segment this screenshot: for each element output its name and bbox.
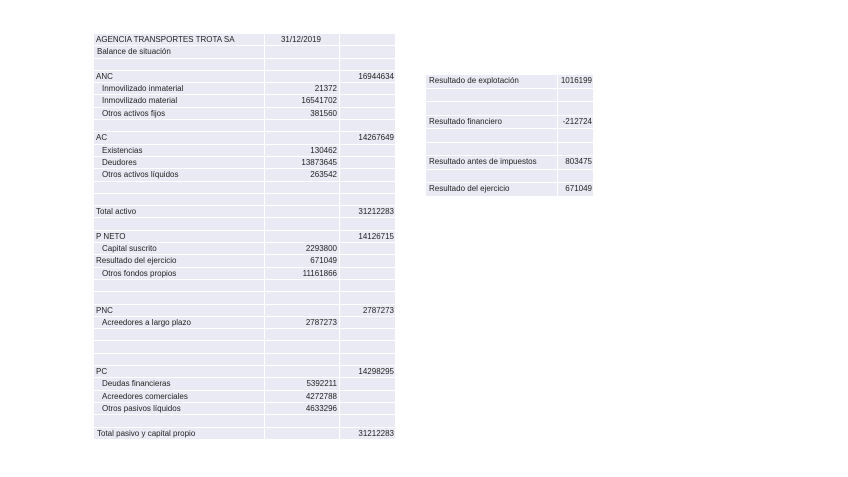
row-label	[94, 329, 265, 341]
row-total-value	[340, 243, 395, 255]
row-detail-value	[265, 305, 340, 317]
row-label: Otros fondos propios	[94, 268, 265, 280]
balance-row	[94, 108, 395, 120]
row-total-value	[340, 194, 395, 206]
row-label: Otros pasivos líquidos	[94, 403, 265, 415]
row-detail-value	[265, 206, 340, 218]
results-label	[426, 170, 558, 184]
row-total-value	[340, 157, 395, 169]
row-total-value	[340, 280, 395, 292]
row-label	[94, 292, 265, 304]
balance-subtitle: Balance de situación	[94, 46, 265, 58]
row-label: AC	[94, 132, 265, 144]
row-total-value	[340, 218, 395, 230]
results-label	[426, 143, 558, 157]
row-detail-value	[265, 428, 340, 440]
balance-row	[94, 329, 395, 341]
balance-row	[94, 218, 395, 230]
results-value	[558, 170, 593, 184]
balance-row	[94, 268, 395, 280]
row-label: PNC	[94, 305, 265, 317]
results-row	[426, 102, 593, 116]
row-detail-value	[265, 329, 340, 341]
balance-row	[94, 231, 395, 243]
row-total-value: 14267649	[340, 132, 395, 144]
results-value	[558, 89, 593, 103]
row-label	[94, 218, 265, 230]
header-empty-cell	[340, 34, 395, 46]
row-label	[94, 341, 265, 353]
balance-row	[94, 415, 395, 427]
row-detail-value	[265, 231, 340, 243]
row-detail-value: 263542	[265, 169, 340, 181]
row-total-value: 14126715	[340, 231, 395, 243]
results-row	[426, 143, 593, 157]
balance-row	[94, 95, 395, 107]
balance-row	[94, 378, 395, 390]
results-value: 803475	[558, 156, 593, 170]
row-label: Inmovilizado material	[94, 95, 265, 107]
row-detail-value	[265, 71, 340, 83]
row-detail-value	[265, 194, 340, 206]
balance-row	[94, 132, 395, 144]
company-name: AGENCIA TRANSPORTES TROTA SA	[94, 34, 265, 46]
row-label: ANC	[94, 71, 265, 83]
row-total-value	[340, 341, 395, 353]
balance-sheet-body	[94, 34, 395, 440]
row-total-value	[340, 292, 395, 304]
row-detail-value: 2787273	[265, 317, 340, 329]
row-total-value	[340, 169, 395, 181]
row-label: Existencias	[94, 145, 265, 157]
row-total-value	[340, 95, 395, 107]
row-total-value: 14298295	[340, 366, 395, 378]
row-total-value	[340, 354, 395, 366]
results-value	[558, 129, 593, 143]
row-label	[94, 120, 265, 132]
balance-row	[94, 305, 395, 317]
results-value: 1016199	[558, 75, 593, 89]
row-label	[94, 354, 265, 366]
balance-row	[94, 145, 395, 157]
row-total-value	[340, 120, 395, 132]
row-total-value: 31212283	[340, 428, 395, 440]
row-label: PC	[94, 366, 265, 378]
results-label: Resultado antes de impuestos	[426, 156, 558, 170]
balance-sheet-table	[94, 34, 395, 440]
results-value: 671049	[558, 183, 593, 197]
row-label: Resultado del ejercicio	[94, 255, 265, 267]
row-label	[94, 194, 265, 206]
balance-row	[94, 243, 395, 255]
balance-row	[94, 391, 395, 403]
row-detail-value: 5392211	[265, 378, 340, 390]
row-label: P NETO	[94, 231, 265, 243]
row-total-value	[340, 59, 395, 71]
balance-header-row	[94, 34, 395, 46]
balance-row	[94, 292, 395, 304]
row-label	[94, 280, 265, 292]
row-total-value	[340, 255, 395, 267]
results-label	[426, 102, 558, 116]
row-detail-value	[265, 341, 340, 353]
results-row	[426, 75, 593, 89]
balance-row	[94, 280, 395, 292]
results-row	[426, 129, 593, 143]
row-detail-value	[265, 120, 340, 132]
subtitle-empty-cell	[340, 46, 395, 58]
results-label	[426, 89, 558, 103]
balance-row	[94, 182, 395, 194]
row-detail-value	[265, 182, 340, 194]
results-row	[426, 156, 593, 170]
row-total-value	[340, 378, 395, 390]
row-detail-value	[265, 292, 340, 304]
row-detail-value: 11161866	[265, 268, 340, 280]
balance-row	[94, 169, 395, 181]
row-total-value	[340, 83, 395, 95]
row-detail-value	[265, 280, 340, 292]
results-row	[426, 183, 593, 197]
balance-row	[94, 366, 395, 378]
row-total-value	[340, 329, 395, 341]
balance-row	[94, 255, 395, 267]
balance-row	[94, 194, 395, 206]
results-label	[426, 129, 558, 143]
balance-row	[94, 71, 395, 83]
row-detail-value: 2293800	[265, 243, 340, 255]
row-label: Acreedores comerciales	[94, 391, 265, 403]
row-total-value: 31212283	[340, 206, 395, 218]
row-total-value	[340, 268, 395, 280]
results-table	[426, 75, 593, 197]
balance-row	[94, 59, 395, 71]
balance-row	[94, 317, 395, 329]
row-detail-value	[265, 366, 340, 378]
balance-row	[94, 206, 395, 218]
row-total-value	[340, 108, 395, 120]
row-detail-value	[265, 132, 340, 144]
row-label	[94, 415, 265, 427]
results-value	[558, 102, 593, 116]
row-label	[94, 182, 265, 194]
balance-row	[94, 354, 395, 366]
balance-date: 31/12/2019	[265, 34, 340, 46]
results-label: Resultado del ejercicio	[426, 183, 558, 197]
row-total-value	[340, 317, 395, 329]
row-label: Capital suscrito	[94, 243, 265, 255]
balance-subtitle-row	[94, 46, 395, 58]
row-total-value	[340, 391, 395, 403]
results-body	[426, 75, 593, 197]
results-row	[426, 89, 593, 103]
row-total-value	[340, 145, 395, 157]
results-label: Resultado de explotación	[426, 75, 558, 89]
row-detail-value	[265, 354, 340, 366]
row-detail-value: 130462	[265, 145, 340, 157]
row-detail-value: 4633296	[265, 403, 340, 415]
row-label: Deudas financieras	[94, 378, 265, 390]
balance-row	[94, 403, 395, 415]
results-value	[558, 143, 593, 157]
row-total-value: 16944634	[340, 71, 395, 83]
row-label: Inmovilizado inmaterial	[94, 83, 265, 95]
balance-row	[94, 341, 395, 353]
row-detail-value: 21372	[265, 83, 340, 95]
row-detail-value	[265, 415, 340, 427]
row-total-value: 2787273	[340, 305, 395, 317]
row-detail-value	[265, 59, 340, 71]
row-label: Deudores	[94, 157, 265, 169]
results-row	[426, 116, 593, 130]
row-detail-value: 13873645	[265, 157, 340, 169]
balance-row	[94, 120, 395, 132]
row-label: Total pasivo y capital propio	[94, 428, 265, 440]
row-detail-value: 671049	[265, 255, 340, 267]
results-label: Resultado financiero	[426, 116, 558, 130]
row-label	[94, 59, 265, 71]
row-label: Otros activos fijos	[94, 108, 265, 120]
row-label: Acreedores a largo plazo	[94, 317, 265, 329]
row-detail-value: 4272788	[265, 391, 340, 403]
balance-row	[94, 83, 395, 95]
row-total-value	[340, 415, 395, 427]
row-detail-value: 16541702	[265, 95, 340, 107]
balance-row	[94, 428, 395, 440]
row-detail-value: 381560	[265, 108, 340, 120]
row-detail-value	[265, 218, 340, 230]
row-label: Otros activos líquidos	[94, 169, 265, 181]
row-label: Total activo	[94, 206, 265, 218]
results-value: -212724	[558, 116, 593, 130]
balance-row	[94, 157, 395, 169]
subtitle-empty-cell	[265, 46, 340, 58]
row-total-value	[340, 403, 395, 415]
results-row	[426, 170, 593, 184]
row-total-value	[340, 182, 395, 194]
